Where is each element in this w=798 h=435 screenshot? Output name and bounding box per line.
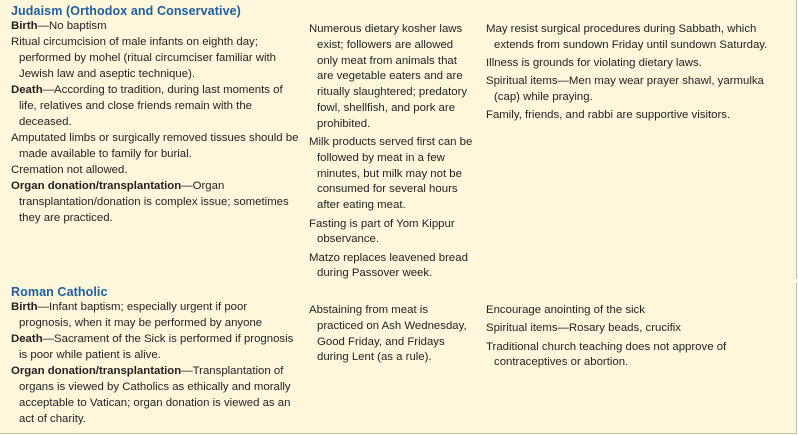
section-title: Roman Catholic (11, 285, 108, 299)
paragraph-lead: Birth (11, 301, 38, 313)
paragraph-lead: Organ donation/transplantation (11, 180, 182, 193)
paragraph (309, 135, 476, 214)
paragraph-text: Cremation not allowed. (11, 164, 128, 177)
paragraph-text: Illness is grounds for violating dietary laws. (486, 57, 702, 70)
paragraph (309, 303, 476, 366)
paragraph-text: Milk products served first can be followed by meat in a few minutes, but milk may not be consumed for several hours after eating meat. (309, 136, 473, 212)
paragraph (309, 251, 476, 283)
paragraph-text: —No baptism (37, 20, 107, 32)
paragraph (486, 56, 791, 72)
paragraph-text: —Transplantation of organs is viewed by Catholics as ethically and morally acceptable to Vatican; organ donation is viewed as an act of charity. (19, 365, 291, 425)
paragraph (11, 179, 299, 226)
paragraph-text: Matzo replaces leavened bread during Passover week. (309, 251, 468, 280)
column-diet (309, 22, 476, 285)
paragraph-text: Traditional church teaching does not approve of contraceptives or abortion. (486, 340, 727, 369)
paragraph-text: Spiritual items—Men may wear prayer shawl, yarmulka (cap) while praying. (486, 75, 764, 104)
paragraph-lead: Birth (11, 20, 38, 32)
paragraph-text: Family, friends, and rabbi are supportive visitors. (486, 109, 731, 122)
paragraph (11, 35, 299, 82)
paragraph (309, 217, 476, 249)
paragraph-text: —According to tradition, during last moments of life, relatives and close friends remain with the deceased. (19, 84, 283, 128)
paragraph-lead: Death (11, 84, 43, 97)
section-title: Judaism (Orthodox and Conservative) (11, 4, 241, 18)
column-diet (309, 303, 476, 369)
paragraph (486, 74, 791, 106)
column-life-events (11, 19, 299, 227)
section-roman-catholic (0, 283, 797, 433)
paragraph-text: Fasting is part of Yom Kippur observance. (309, 217, 455, 246)
paragraph (486, 321, 791, 337)
paragraph-text: Encourage anointing of the sick (486, 304, 645, 316)
paragraph (486, 303, 791, 319)
paragraph-text: Amputated limbs or surgically removed tissues should be made available to family for burial. (11, 132, 299, 160)
paragraph (486, 340, 791, 372)
paragraph-text: Ritual circumcision of male infants on eighth day; performed by mohel (ritual circumciser familiar with Jewish law and aseptic technique). (11, 36, 276, 80)
paragraph (11, 131, 299, 163)
paragraph (11, 300, 299, 332)
paragraph (11, 83, 299, 130)
paragraph (11, 163, 299, 179)
column-other-practices (486, 22, 791, 127)
paragraph-lead: Organ donation/transplantation (11, 365, 182, 378)
paragraph-text: Numerous dietary kosher laws exist; followers are allowed only meat from animals that are vegetable eaters and are ritually slaughtered; predatory fowl, shellfish, and pork are prohibited. (309, 23, 468, 130)
paragraph (11, 364, 299, 427)
column-other-practices (486, 303, 791, 374)
paragraph (309, 22, 476, 133)
paragraph (486, 22, 791, 54)
paragraph-text: —Sacrament of the Sick is performed if prognosis is poor while patient is alive. (19, 333, 294, 361)
paragraph (11, 19, 299, 35)
paragraph-lead: Death (11, 333, 43, 346)
paragraph (486, 108, 791, 124)
paragraph (11, 332, 299, 364)
paragraph-text: Spiritual items—Rosary beads, crucifix (486, 322, 681, 335)
paragraph-text: —Organ transplantation/donation is complex issue; sometimes they are practiced. (19, 180, 289, 225)
paragraph-text: May resist surgical procedures during Sabbath, which extends from sundown Friday until sundown Saturday. (486, 23, 768, 51)
column-life-events (11, 300, 299, 428)
paragraph-text: Abstaining from meat is practiced on Ash Wednesday, Good Friday, and Fridays during Lent (as a rule). (309, 304, 467, 364)
section-judaism (0, 2, 797, 279)
paragraph-text: —Infant baptism; especially urgent if poor prognosis, when it may be performed by anyone (19, 301, 263, 329)
